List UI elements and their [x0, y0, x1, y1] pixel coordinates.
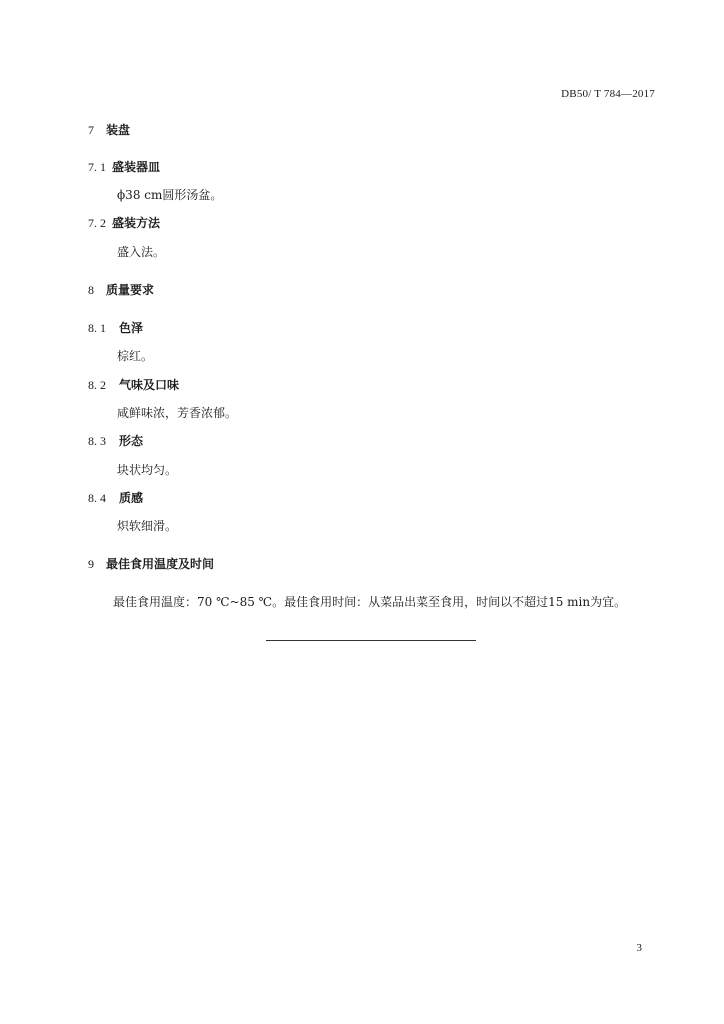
section-7-2-heading [88, 214, 160, 231]
section-8-1-heading [88, 319, 143, 336]
section-8-heading [88, 281, 154, 298]
section-title: 质感 [119, 491, 144, 505]
section-title: 形态 [119, 434, 144, 448]
section-number: 7. 2 [88, 216, 106, 230]
section-number: 8 [88, 283, 94, 297]
section-title: 盛装器皿 [112, 160, 161, 174]
section-9-text: 最佳食用温度：70 ℃~85 ℃。最佳食用时间：从菜品出菜至食用，时间以不超过15 min为宜。 [113, 595, 627, 609]
section-8-3-heading [88, 432, 143, 449]
page-number: 3 [636, 942, 642, 954]
section-number: 7 [88, 123, 94, 137]
section-8-1-text: 棕红。 [117, 349, 154, 363]
section-7-1-heading [88, 158, 160, 175]
section-number: 8. 3 [88, 434, 106, 448]
section-8-2-heading [88, 376, 179, 393]
section-7-1-text: ϕ38 cm圆形汤盆。 [117, 188, 223, 202]
section-8-3-text: 块状均匀。 [117, 463, 178, 477]
section-number: 8. 1 [88, 321, 106, 335]
section-8-2-text: 咸鲜味浓，芳香浓郁。 [117, 406, 238, 420]
section-8-4-heading [88, 489, 143, 506]
section-8-4-text: 炽软细滑。 [117, 519, 178, 533]
section-number: 8. 4 [88, 491, 106, 505]
section-title: 装盘 [106, 123, 131, 137]
section-title: 质量要求 [106, 283, 155, 297]
section-7-heading [88, 121, 130, 138]
section-title: 最佳食用温度及时间 [106, 557, 215, 571]
section-number: 7. 1 [88, 160, 106, 174]
section-9-heading [88, 555, 214, 572]
section-title: 盛装方法 [112, 216, 161, 230]
section-number: 9 [88, 557, 94, 571]
section-number: 8. 2 [88, 378, 106, 392]
section-title: 气味及口味 [119, 378, 180, 392]
section-title: 色泽 [119, 321, 144, 335]
document-code: DB50/ T 784—2017 [561, 88, 655, 100]
end-rule [266, 640, 476, 641]
section-7-2-text: 盛入法。 [117, 245, 166, 259]
